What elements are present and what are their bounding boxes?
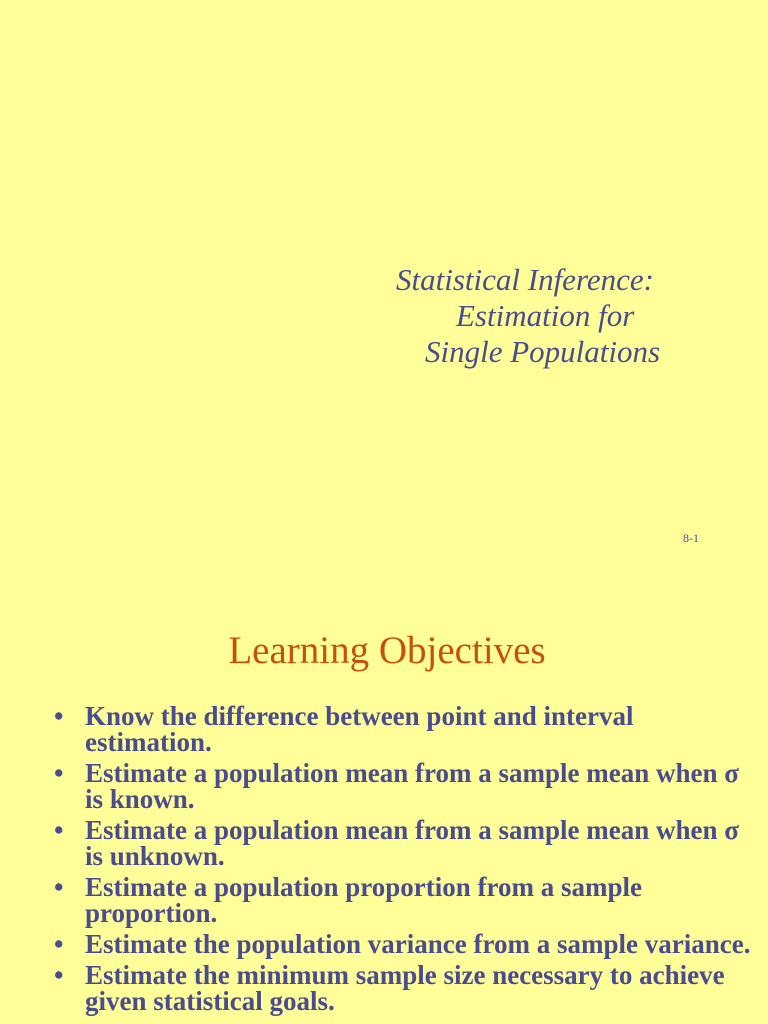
objective-item: [54, 962, 754, 1014]
objective-text: Estimate the population variance from a sample variance.: [85, 929, 751, 959]
objective-text: Know the difference between point and interval estimation.: [85, 701, 634, 757]
bullet-icon: •: [54, 960, 64, 990]
slide-title-statistical-inference: [380, 262, 710, 370]
bullet-icon: •: [54, 929, 64, 959]
objective-text: Estimate a population mean from a sample mean when σ is unknown.: [85, 815, 739, 871]
objective-text: Estimate the minimum sample size necessary to achieve given statistical goals.: [85, 960, 725, 1016]
bullet-icon: •: [54, 701, 64, 731]
learning-objectives-heading: Learning Objectives: [228, 629, 546, 672]
objective-text: Estimate a population proportion from a sample proportion.: [85, 872, 643, 928]
objective-item: [54, 817, 754, 869]
title-line: Estimation for: [456, 298, 635, 333]
objective-item: [54, 760, 754, 812]
bullet-icon: •: [54, 872, 64, 902]
slide-number: 8-1: [683, 531, 699, 545]
objective-item: [54, 931, 754, 957]
title-line: Single Populations: [425, 334, 661, 369]
objectives-list: [54, 703, 754, 1019]
title-line: Statistical Inference:: [396, 262, 654, 297]
objective-item: [54, 874, 754, 926]
objective-text: Estimate a population mean from a sample mean when σ is known.: [85, 758, 739, 814]
bullet-icon: •: [54, 815, 64, 845]
bullet-icon: •: [54, 758, 64, 788]
objective-item: [54, 703, 754, 755]
